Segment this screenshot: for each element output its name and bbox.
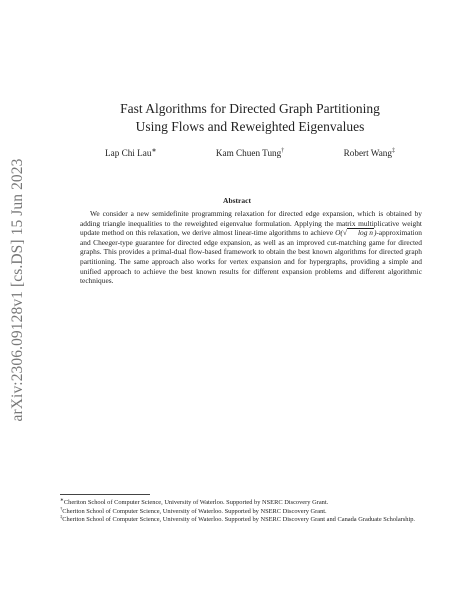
paper-title (70, 100, 430, 136)
abstract-text-part-1: We consider a new semidefinite programming relaxation for directed edge expansion, which is obtained by adding triangle inequalities to the reweighted eigenvalue formulation. Applying the matrix multiplicative weight update method on this relaxation, we derive almost linear-time algorithms to achieve (80, 209, 422, 238)
footnotes (60, 494, 430, 525)
author (105, 148, 156, 158)
author-name: Lap Chi Lau (105, 148, 152, 158)
arxiv-id: arXiv:2306.09128v1 [cs.DS] 15 Jun 2023 (9, 158, 26, 422)
author-mark: ‡ (392, 147, 395, 154)
author-mark: ∗ (151, 147, 157, 154)
footnote-mark: ∗ (60, 496, 64, 502)
big-o-symbol: O( (335, 228, 343, 238)
author-name: Robert Wang (343, 148, 392, 158)
abstract-body (80, 209, 422, 286)
abstract-text-part-2: -approximation and Cheeger-type guarantee for directed edge expansion, as well as an improved cut-matching game for directed graphs. This provides a primal-dual flow-based framework to obtain the best known algorithms for directed graph partitioning. The same approach also works for vertex expansion and for hypergraphs, providing a simple and unified approach to achieve the best known results for different expansion problems and different algorithmic techniques. (80, 228, 422, 286)
footnote-text: Cheriton School of Computer Science, University of Waterloo. Supported by NSERC Discovery Grant. (63, 499, 329, 506)
abstract-heading: Abstract (223, 196, 251, 205)
sqrt-symbol: √ (342, 228, 347, 238)
title-line-2: Using Flows and Reweighted Eigenvalues (135, 119, 365, 134)
author-mark: † (281, 147, 285, 154)
author-list (105, 148, 395, 158)
footnote (60, 496, 430, 511)
author-name: Kam Chuen Tung (215, 148, 282, 158)
sqrt-argument: log n (347, 228, 374, 237)
footnote-mark: † (60, 505, 63, 511)
footnote-text: Cheriton School of Computer Science, University of Waterloo. Supported by NSERC Discovery Grant. (62, 507, 327, 515)
arxiv-stamp (6, 130, 30, 450)
footnote-rule (60, 494, 150, 495)
author (344, 148, 395, 158)
footnote-mark: ‡ (60, 514, 63, 520)
title-line-1: Fast Algorithms for Directed Graph Partitioning (120, 101, 380, 116)
author (216, 148, 284, 158)
math-close-paren: ) (373, 228, 377, 238)
footnote (60, 516, 430, 525)
footnote-text: Cheriton School of Computer Science, University of Waterloo. Supported by NSERC Discovery Grant and Canada Graduate Scholarship. (62, 516, 416, 524)
